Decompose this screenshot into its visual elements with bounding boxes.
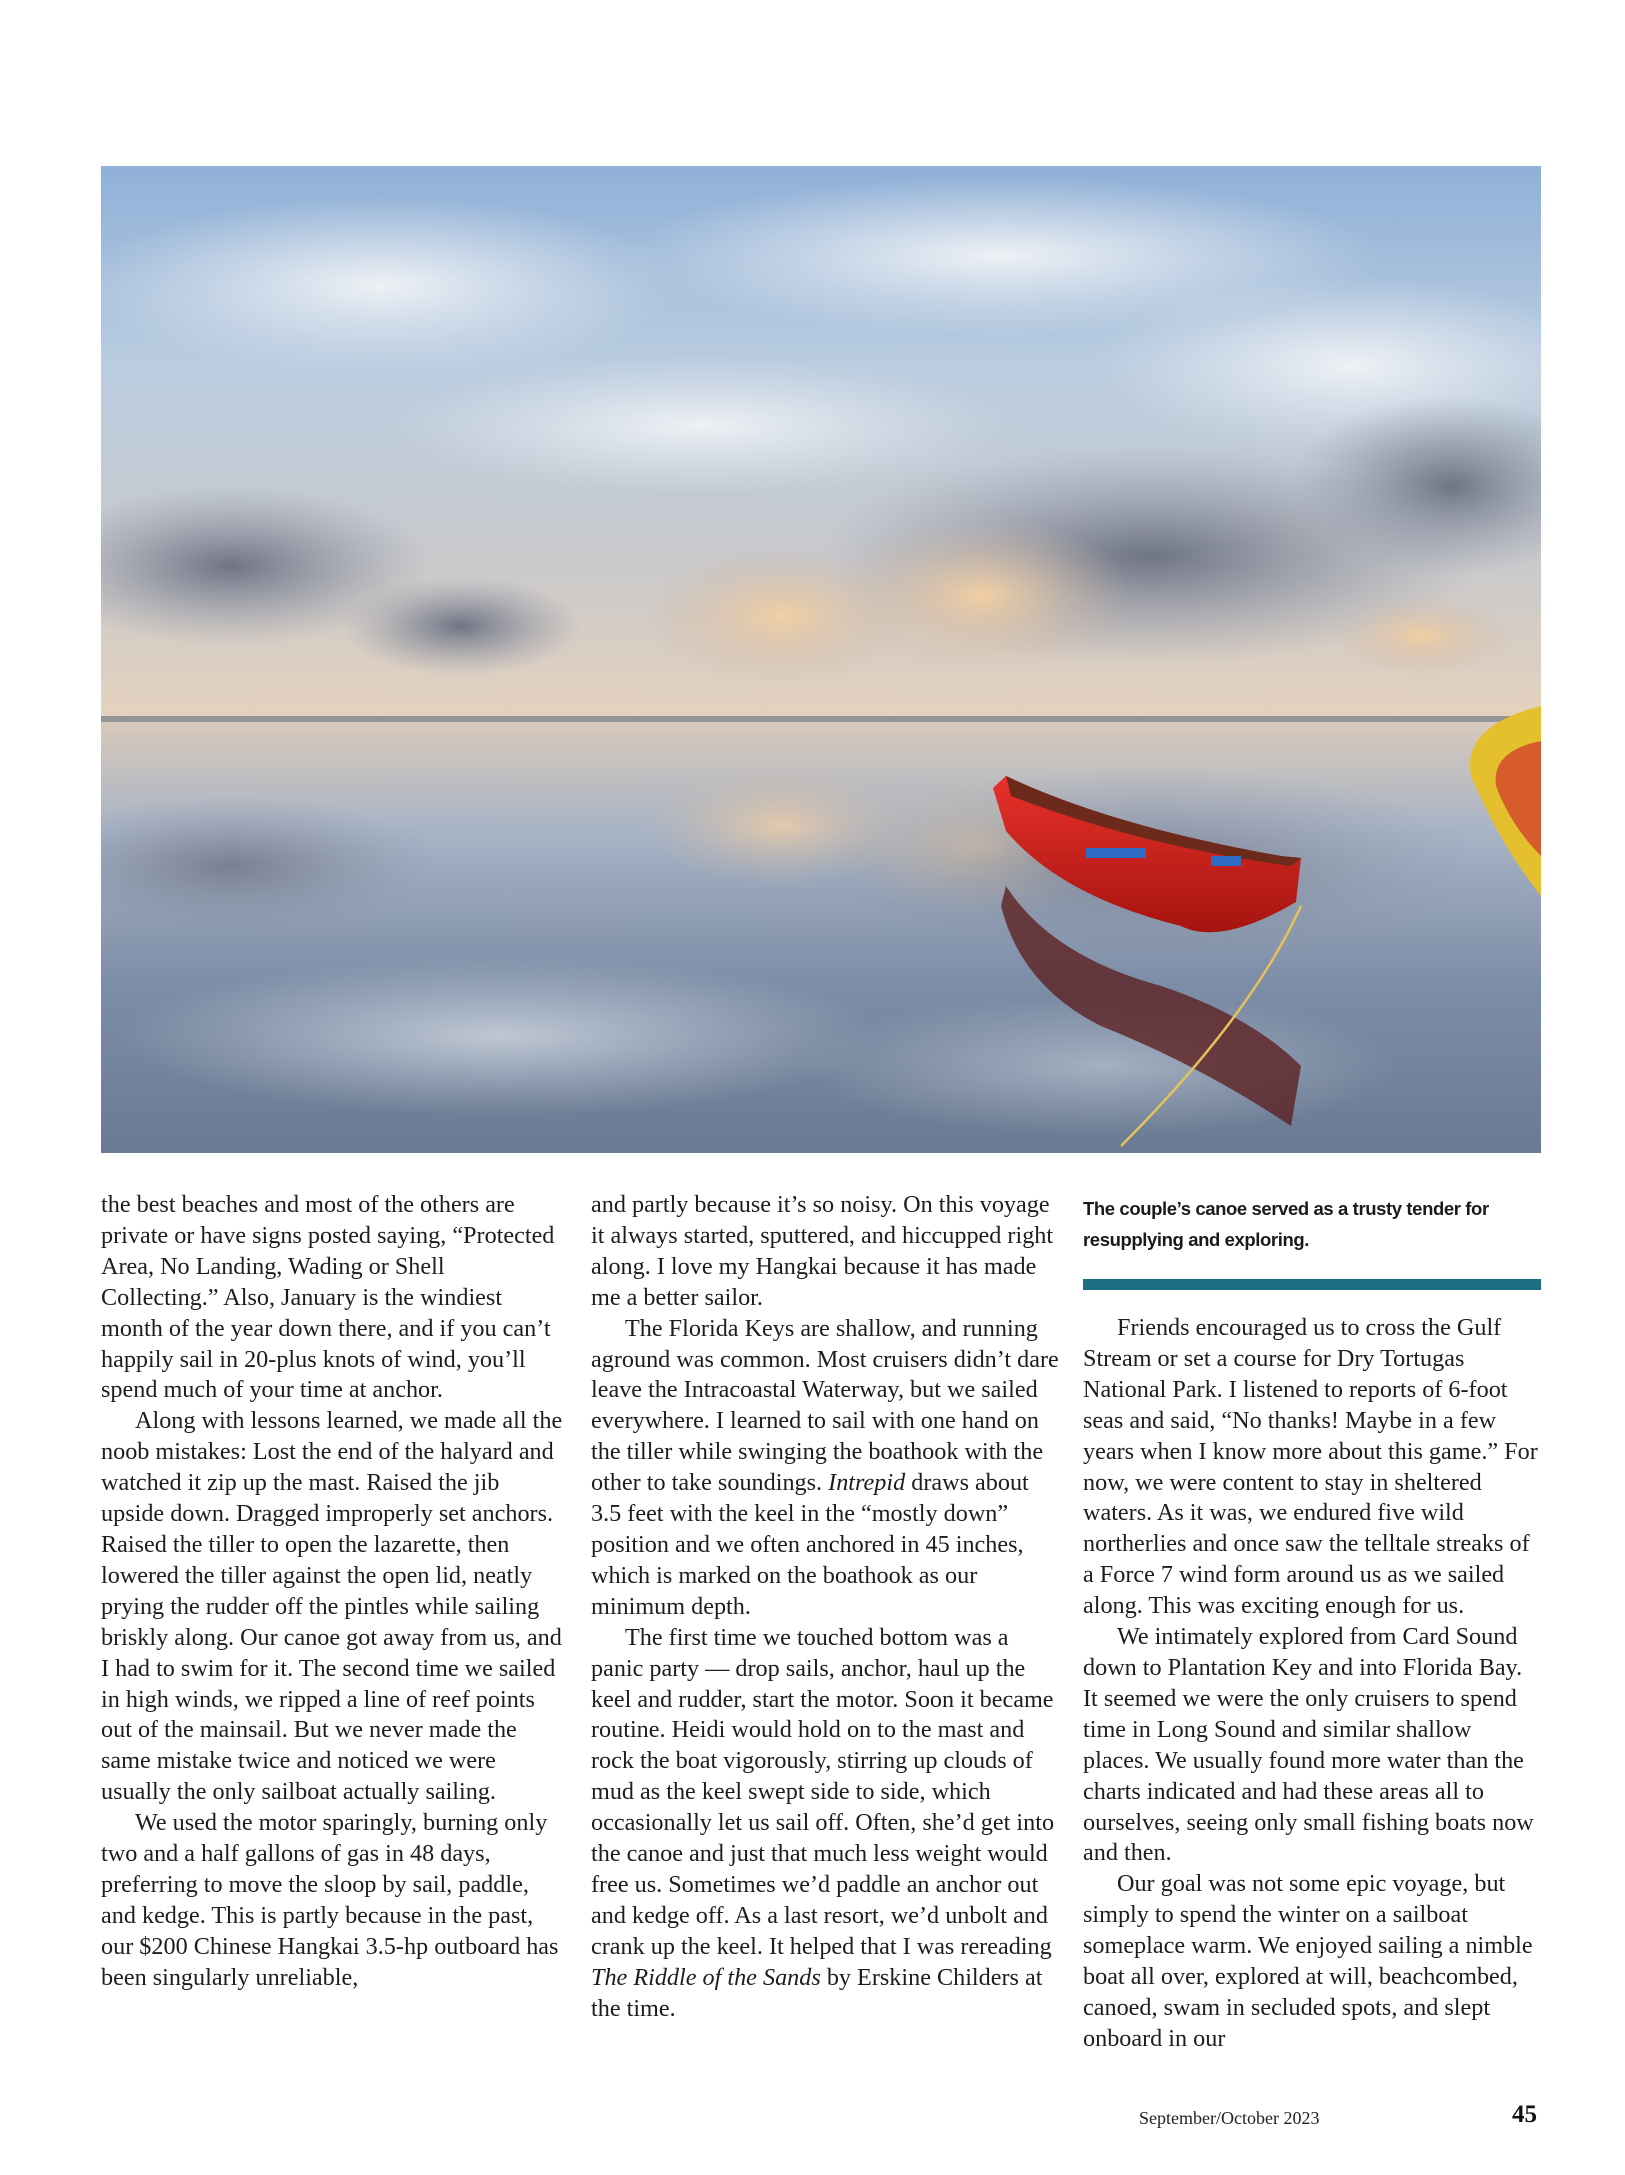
paragraph-text: The Florida Keys are shallow, and running aground was common. Most cruisers didn’t dare leave the Intracoastal Waterway, but we sailed everywhere. I learned to sail with one hand on the tiller while swinging the boathook with the other to take soundings. [591, 1314, 1059, 1497]
paragraph: Our goal was not some epic voyage, but simply to spend the winter on a sailboat someplace warm. We enjoyed sailing a nimble boat all over, explored at will, beachcombed, canoed, swam in secluded spots, and slept onboard in our [1083, 1870, 1533, 2052]
body-column-1 [101, 1190, 563, 1994]
paragraph-text: draws about 3.5 feet with the keel in the “mostly down” position and we often anchored in 45 inches, which is marked on the boathook as our minimum depth. [591, 1469, 1029, 1620]
paragraph: Along with lessons learned, we made all the noob mistakes: Lost the end of the halyard and watched it zip up the mast. Raised the jib upside down. Dragged improperly set anchors. Raised the tiller to open the lazarette, then lowered the tiller against the open lid, neatly prying the rudder off the pintles while sailing briskly along. Our canoe got away from us, and I had to swim for it. The second time we sailed in high winds, we ripped a line of reef points out of the mainsail. But we never made the same mistake twice and noticed we were usually the only sailboat actually sailing. [101, 1407, 563, 1806]
accent-rule [1083, 1279, 1541, 1290]
hero-photo [101, 166, 1541, 1153]
paragraph [591, 1623, 1061, 2025]
paragraph: the best beaches and most of the others are private or have signs posted saying, “Protected Area, No Landing, Wading or Shell Collecting.” Also, January is the windiest month of the year down there, and if you can’t happily sail in 20-plus knots of wind, you’ll spend much of your time at anchor. [101, 1191, 555, 1404]
paragraph: Friends encouraged us to cross the Gulf Stream or set a course for Dry Tortugas National Park. I listened to reports of 6-foot seas and said, “No thanks! Maybe in a few years when I know more about this game.” For now, we were content to stay in sheltered waters. As it was, we endured five wild northerlies and once saw the telltale streaks of a Force 7 wind form around us as we sailed along. This was exciting enough for us. [1083, 1314, 1538, 1620]
paragraph: We intimately explored from Card Sound down to Plantation Key and into Florida Bay. It seemed we were the only cruisers to spend time in Long Sound and similar shallow places. We usually found more water than the charts indicated and had these areas all to ourselves, seeing only small fishing boats now and then. [1083, 1623, 1534, 1867]
paragraph-text: The first time we touched bottom was a panic party — drop sails, anchor, haul up the keel and rudder, start the motor. Soon it became routine. Heidi would hold on to the mast and rock the boat vigorously, stirring up clouds of mud as the keel swept side to side, which occasionally let us sail off. Often, she’d get into the canoe and just that much less weight would free us. Sometimes we’d paddle an anchor out and kedge off. As a last resort, we’d unbolt and crank up the keel. It helped that I was rereading [591, 1623, 1055, 1960]
body-column-3 [1083, 1313, 1541, 2055]
boat-name: Intrepid [828, 1469, 906, 1497]
paragraph [591, 1314, 1061, 1623]
paragraph: and partly because it’s so noisy. On this voyage it always started, sputtered, and hiccupped right along. I love my Hangkai because it has made me a better sailor. [591, 1191, 1054, 1311]
page-number: 45 [1512, 2101, 1537, 2128]
body-column-2 [591, 1190, 1061, 2024]
canoe-seascape-image [101, 166, 1541, 1153]
paragraph: We used the motor sparingly, burning only two and a half gallons of gas in 48 days, preferring to move the sloop by sail, paddle, and kedge. This is partly because in the past, our $200 Chinese Hangkai 3.5-hp outboard has been singularly unreliable, [101, 1809, 559, 1991]
issue-date: September/October 2023 [1139, 2108, 1320, 2128]
book-title: The Riddle of the Sands [591, 1963, 821, 1991]
photo-caption: The couple’s canoe served as a trusty tender for resupplying and exploring. [1083, 1198, 1489, 1250]
paragraph-text: by Erskine Childers at the time. [591, 1963, 1043, 2022]
